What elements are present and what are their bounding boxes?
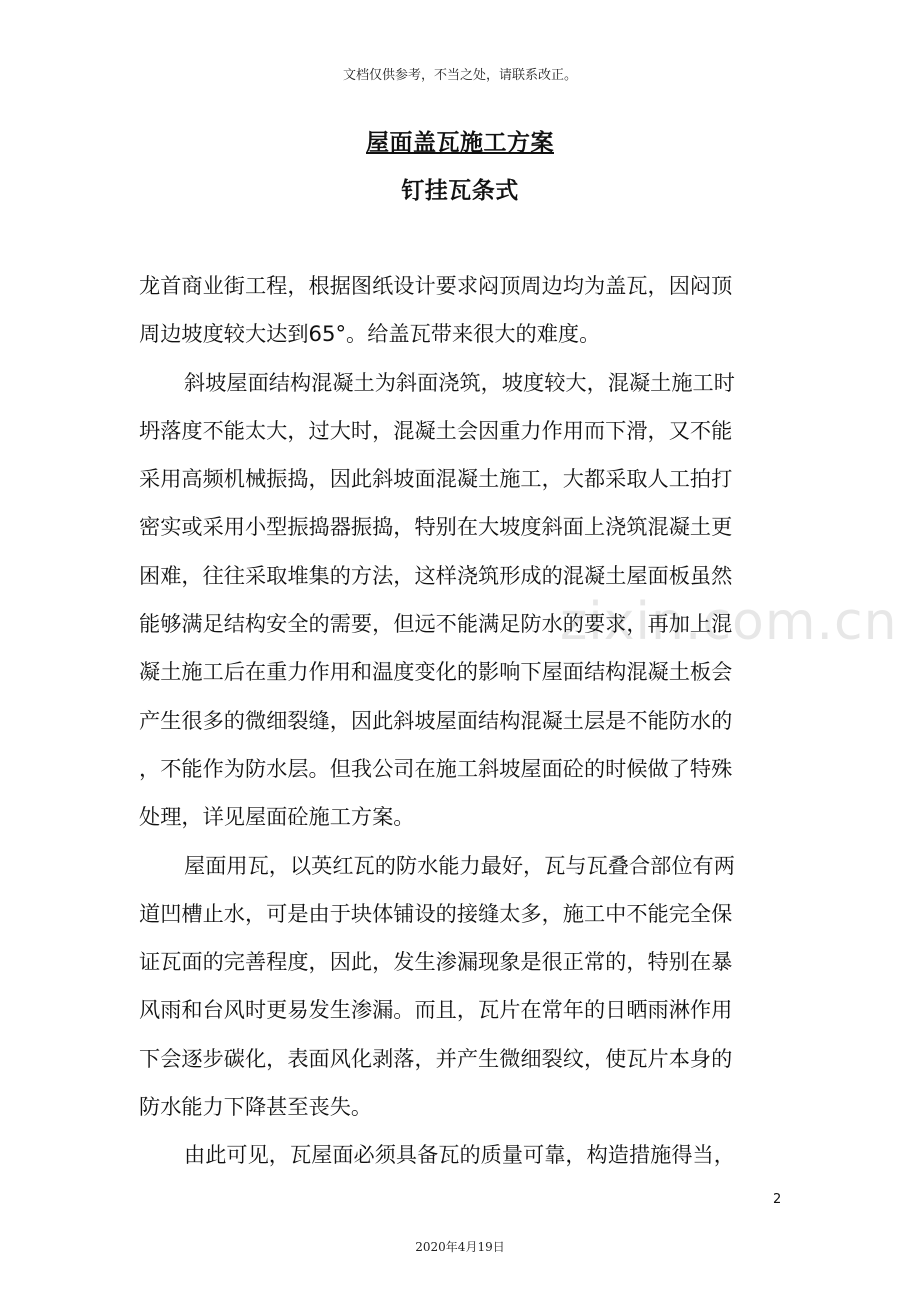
paragraph-line: 处理，详见屋面砼施工方案。	[139, 804, 415, 830]
paragraph-line: 防水能力下降甚至丧失。	[139, 1094, 373, 1120]
paragraph-line: 周边坡度较大达到65°。给盖瓦带来很大的难度。	[139, 321, 601, 347]
paragraph-line: 屋面用瓦，以英红瓦的防水能力最好，瓦与瓦叠合部位有两	[184, 852, 735, 878]
paragraph-line: 采用高频机械振捣，因此斜坡面混凝土施工，大都采取人工拍打	[139, 466, 733, 492]
document-title: 屋面盖瓦施工方案	[366, 130, 554, 156]
paragraph-line: ，不能作为防水层。但我公司在施工斜坡屋面砼的时候做了特殊	[139, 755, 733, 781]
body-text	[139, 262, 775, 1180]
footer-date: 2020年4月19日	[415, 1240, 505, 1254]
paragraph-line: 凝土施工后在重力作用和温度变化的影响下屋面结构混凝土板会	[139, 659, 733, 685]
paragraph-line: 坍落度不能太大，过大时，混凝土会因重力作用而下滑，又不能	[139, 417, 733, 443]
paragraph-line: 困难，往往采取堆集的方法，这样浇筑形成的混凝土屋面板虽然	[139, 562, 733, 588]
paragraph-line: 风雨和台风时更易发生渗漏。而且，瓦片在常年的日晒雨淋作用	[139, 997, 733, 1023]
paragraph-line: 证瓦面的完善程度，因此，发生渗漏现象是很正常的，特别在暴	[139, 949, 733, 975]
paragraph-line: 产生很多的微细裂缝，因此斜坡屋面结构混凝土层是不能防水的	[139, 707, 733, 733]
paragraph-line: 由此可见，瓦屋面必须具备瓦的质量可靠，构造措施得当，	[184, 1142, 735, 1168]
paragraph-line: 道凹槽止水，可是由于块体铺设的接缝太多，施工中不能完全保	[139, 900, 733, 926]
paragraph-line: 密实或采用小型振捣器振捣，特别在大坡度斜面上浇筑混凝土更	[139, 514, 733, 540]
watermark: zixin.com.cn	[560, 592, 898, 652]
paragraph-line: 斜坡屋面结构混凝土为斜面浇筑，坡度较大，混凝土施工时	[184, 369, 735, 395]
paragraph-line: 龙首商业街工程，根据图纸设计要求闷顶周边均为盖瓦，因闷顶	[139, 273, 733, 298]
header-note: 文档仅供参考，不当之处，请联系改正。	[342, 68, 577, 83]
page-number: 2	[773, 1192, 782, 1207]
document-subtitle: 钉挂瓦条式	[401, 178, 519, 204]
paragraph-line: 能够满足结构安全的需要，但远不能满足防水的要求，再加上混	[139, 611, 733, 637]
paragraph-line: 下会逐步碳化，表面风化剥落，并产生微细裂纹，使瓦片本身的	[139, 1045, 733, 1071]
